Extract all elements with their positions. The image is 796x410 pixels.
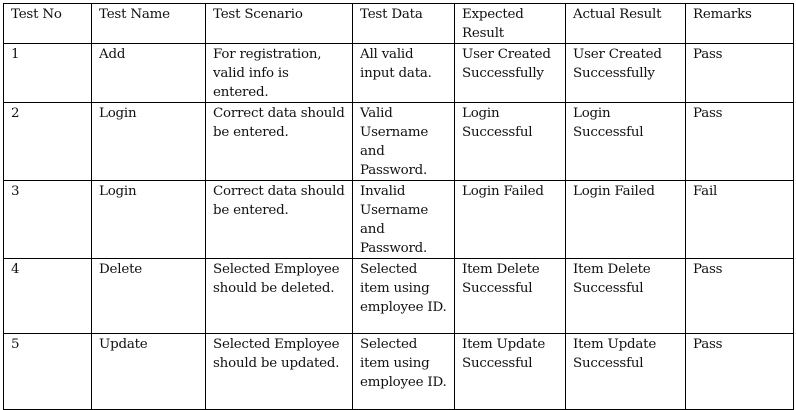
cell-test-no: 3 [4, 181, 92, 259]
cell-expected-result: Item Delete Successful [455, 259, 566, 334]
cell-test-no: 2 [4, 103, 92, 181]
header-row [4, 4, 794, 44]
table-row [4, 103, 794, 181]
cell-expected-result: Login Successful [455, 103, 566, 181]
table-row [4, 259, 794, 334]
cell-test-data: Selected item using employee ID. [353, 334, 455, 410]
cell-test-scenario: For registration, valid info is entered. [206, 44, 353, 103]
table-row [4, 44, 794, 103]
cell-test-data: Valid Username and Password. [353, 103, 455, 181]
cell-remarks: Pass [686, 259, 794, 334]
header-test-no: Test No [4, 4, 92, 44]
cell-test-name: Update [92, 334, 206, 410]
cell-expected-result: Item Update Successful [455, 334, 566, 410]
cell-test-no: 5 [4, 334, 92, 410]
header-test-scenario: Test Scenario [206, 4, 353, 44]
cell-test-no: 1 [4, 44, 92, 103]
cell-actual-result: Item Delete Successful [566, 259, 686, 334]
cell-actual-result: Login Successful [566, 103, 686, 181]
cell-remarks: Pass [686, 334, 794, 410]
cell-test-data: All valid input data. [353, 44, 455, 103]
cell-test-scenario: Selected Employee should be updated. [206, 334, 353, 410]
test-cases-table [3, 3, 794, 410]
cell-test-no: 4 [4, 259, 92, 334]
cell-test-data: Selected item using employee ID. [353, 259, 455, 334]
cell-remarks: Pass [686, 103, 794, 181]
cell-test-scenario: Correct data should be entered. [206, 103, 353, 181]
cell-test-scenario: Selected Employee should be deleted. [206, 259, 353, 334]
cell-remarks: Fail [686, 181, 794, 259]
header-actual-result: Actual Result [566, 4, 686, 44]
header-expected-result: Expected Result [455, 4, 566, 44]
cell-test-data: Invalid Username and Password. [353, 181, 455, 259]
cell-test-name: Login [92, 181, 206, 259]
cell-test-name: Login [92, 103, 206, 181]
table-row [4, 181, 794, 259]
table-row [4, 334, 794, 410]
cell-test-name: Add [92, 44, 206, 103]
cell-actual-result: Item Update Successful [566, 334, 686, 410]
cell-test-name: Delete [92, 259, 206, 334]
cell-remarks: Pass [686, 44, 794, 103]
header-test-data: Test Data [353, 4, 455, 44]
cell-expected-result: Login Failed [455, 181, 566, 259]
cell-actual-result: User Created Successfully [566, 44, 686, 103]
cell-actual-result: Login Failed [566, 181, 686, 259]
header-test-name: Test Name [92, 4, 206, 44]
cell-test-scenario: Correct data should be entered. [206, 181, 353, 259]
header-remarks: Remarks [686, 4, 794, 44]
cell-expected-result: User Created Successfully [455, 44, 566, 103]
